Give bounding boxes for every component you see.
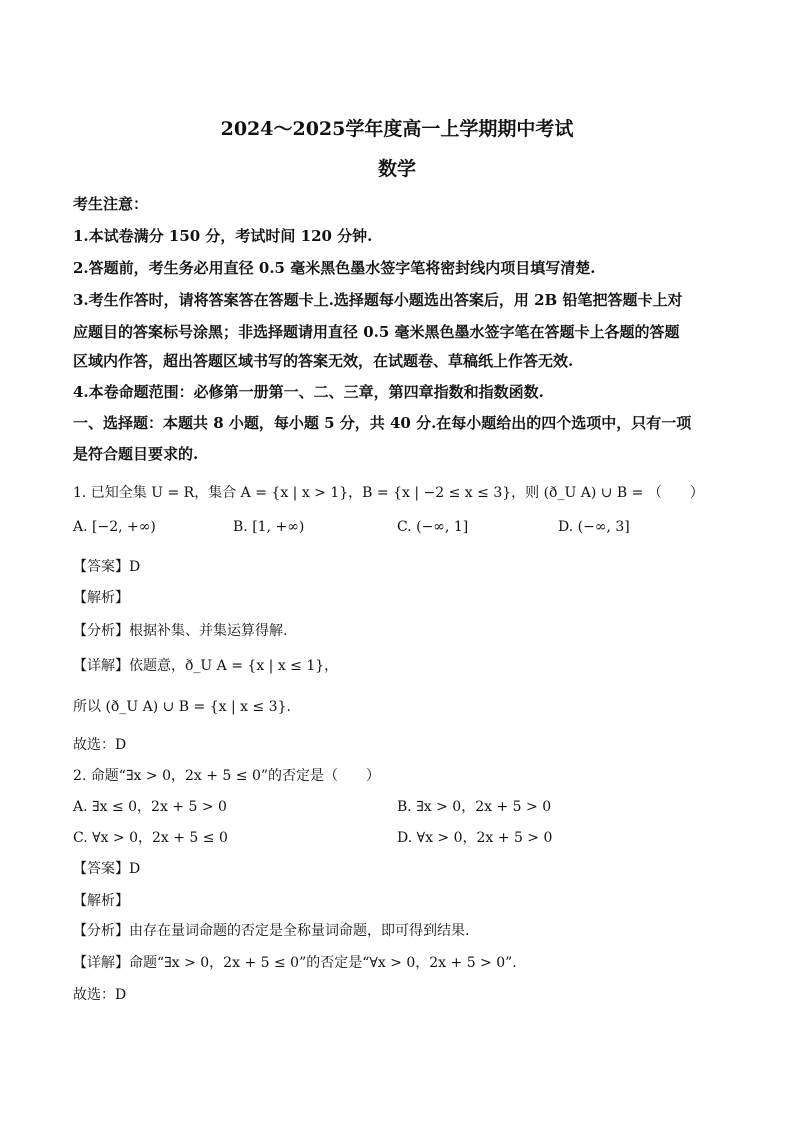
q2-option-c: C. ∀x > 0，2x + 5 ≤ 0 xyxy=(73,830,228,846)
notice-item-4: 4.本卷命题范围：必修第一册第一、二、三章，第四章指数和指数函数. xyxy=(73,383,544,401)
q1-answer: 【答案】D xyxy=(73,559,141,575)
notice-item-3-line-1: 3.考生作答时，请将答案答在答题卡上.选择题每小题选出答案后，用 2B 铅笔把答题卡上对 xyxy=(73,291,683,309)
q2-stem: 2. 命题“∃x > 0，2x + 5 ≤ 0”的否定是（ ） xyxy=(73,768,381,784)
q2-fenxi: 【分析】由存在量词命题的否定是全称量词命题，即可得到结果. xyxy=(73,923,470,939)
notice-item-2: 2.答题前，考生务必用直径 0.5 毫米黑色墨水签字笔将密封线内项目填写清楚. xyxy=(73,259,596,277)
q1-option-b: B. [1, +∞) xyxy=(233,519,305,535)
notice-item-3-line-3: 区域内作答，超出答题区域书写的答案无效，在试题卷、草稿纸上作答无效. xyxy=(73,352,574,370)
q1-xiangjie: 【详解】依题意，ð_U A = {x | x ≤ 1}， xyxy=(73,658,339,674)
exam-title: 2024～2025学年度高一上学期期中考试 xyxy=(220,118,574,140)
q2-option-a: A. ∃x ≤ 0，2x + 5 > 0 xyxy=(73,799,227,815)
notice-item-3-line-2: 应题目的答案标号涂黑；非选择题请用直径 0.5 毫米黑色墨水签字笔在答题卡上各题的答题 xyxy=(73,323,680,341)
q2-analysis-label: 【解析】 xyxy=(73,893,129,909)
q2-option-b: B. ∃x > 0，2x + 5 > 0 xyxy=(397,799,552,815)
q1-suoyi: 所以 (ð_U A) ∪ B = {x | x ≤ 3}. xyxy=(73,699,291,715)
q2-choose: 故选：D xyxy=(73,987,127,1003)
q1-analysis-label: 【解析】 xyxy=(73,590,129,606)
notice-item-1: 1.本试卷满分 150 分，考试时间 120 分钟. xyxy=(73,227,373,245)
q1-fenxi: 【分析】根据补集、并集运算得解. xyxy=(73,623,288,639)
notice-heading: 考生注意： xyxy=(73,195,149,213)
q1-choose: 故选：D xyxy=(73,737,127,753)
q1-stem: 1. 已知全集 U = R，集合 A = {x | x > 1}，B = {x | −2 ≤ x ≤ 3}，则 (ð_U A) ∪ B = （ ） xyxy=(73,485,704,501)
q1-option-a: A. [−2, +∞) xyxy=(73,519,156,535)
q1-option-c: C. (−∞, 1] xyxy=(397,519,469,535)
subject-title: 数学 xyxy=(377,158,416,180)
section-heading-line-2: 是符合题目要求的. xyxy=(73,445,199,463)
section-heading-line-1: 一、选择题：本题共 8 小题，每小题 5 分，共 40 分.在每小题给出的四个选项中，只有一项 xyxy=(73,414,692,432)
q2-option-d: D. ∀x > 0，2x + 5 > 0 xyxy=(397,830,553,846)
q2-xiangjie: 【详解】命题“∃x > 0，2x + 5 ≤ 0”的否定是“∀x > 0，2x + 5 > 0”. xyxy=(73,955,517,971)
q1-option-d: D. (−∞, 3] xyxy=(558,519,630,535)
q2-answer: 【答案】D xyxy=(73,861,141,877)
